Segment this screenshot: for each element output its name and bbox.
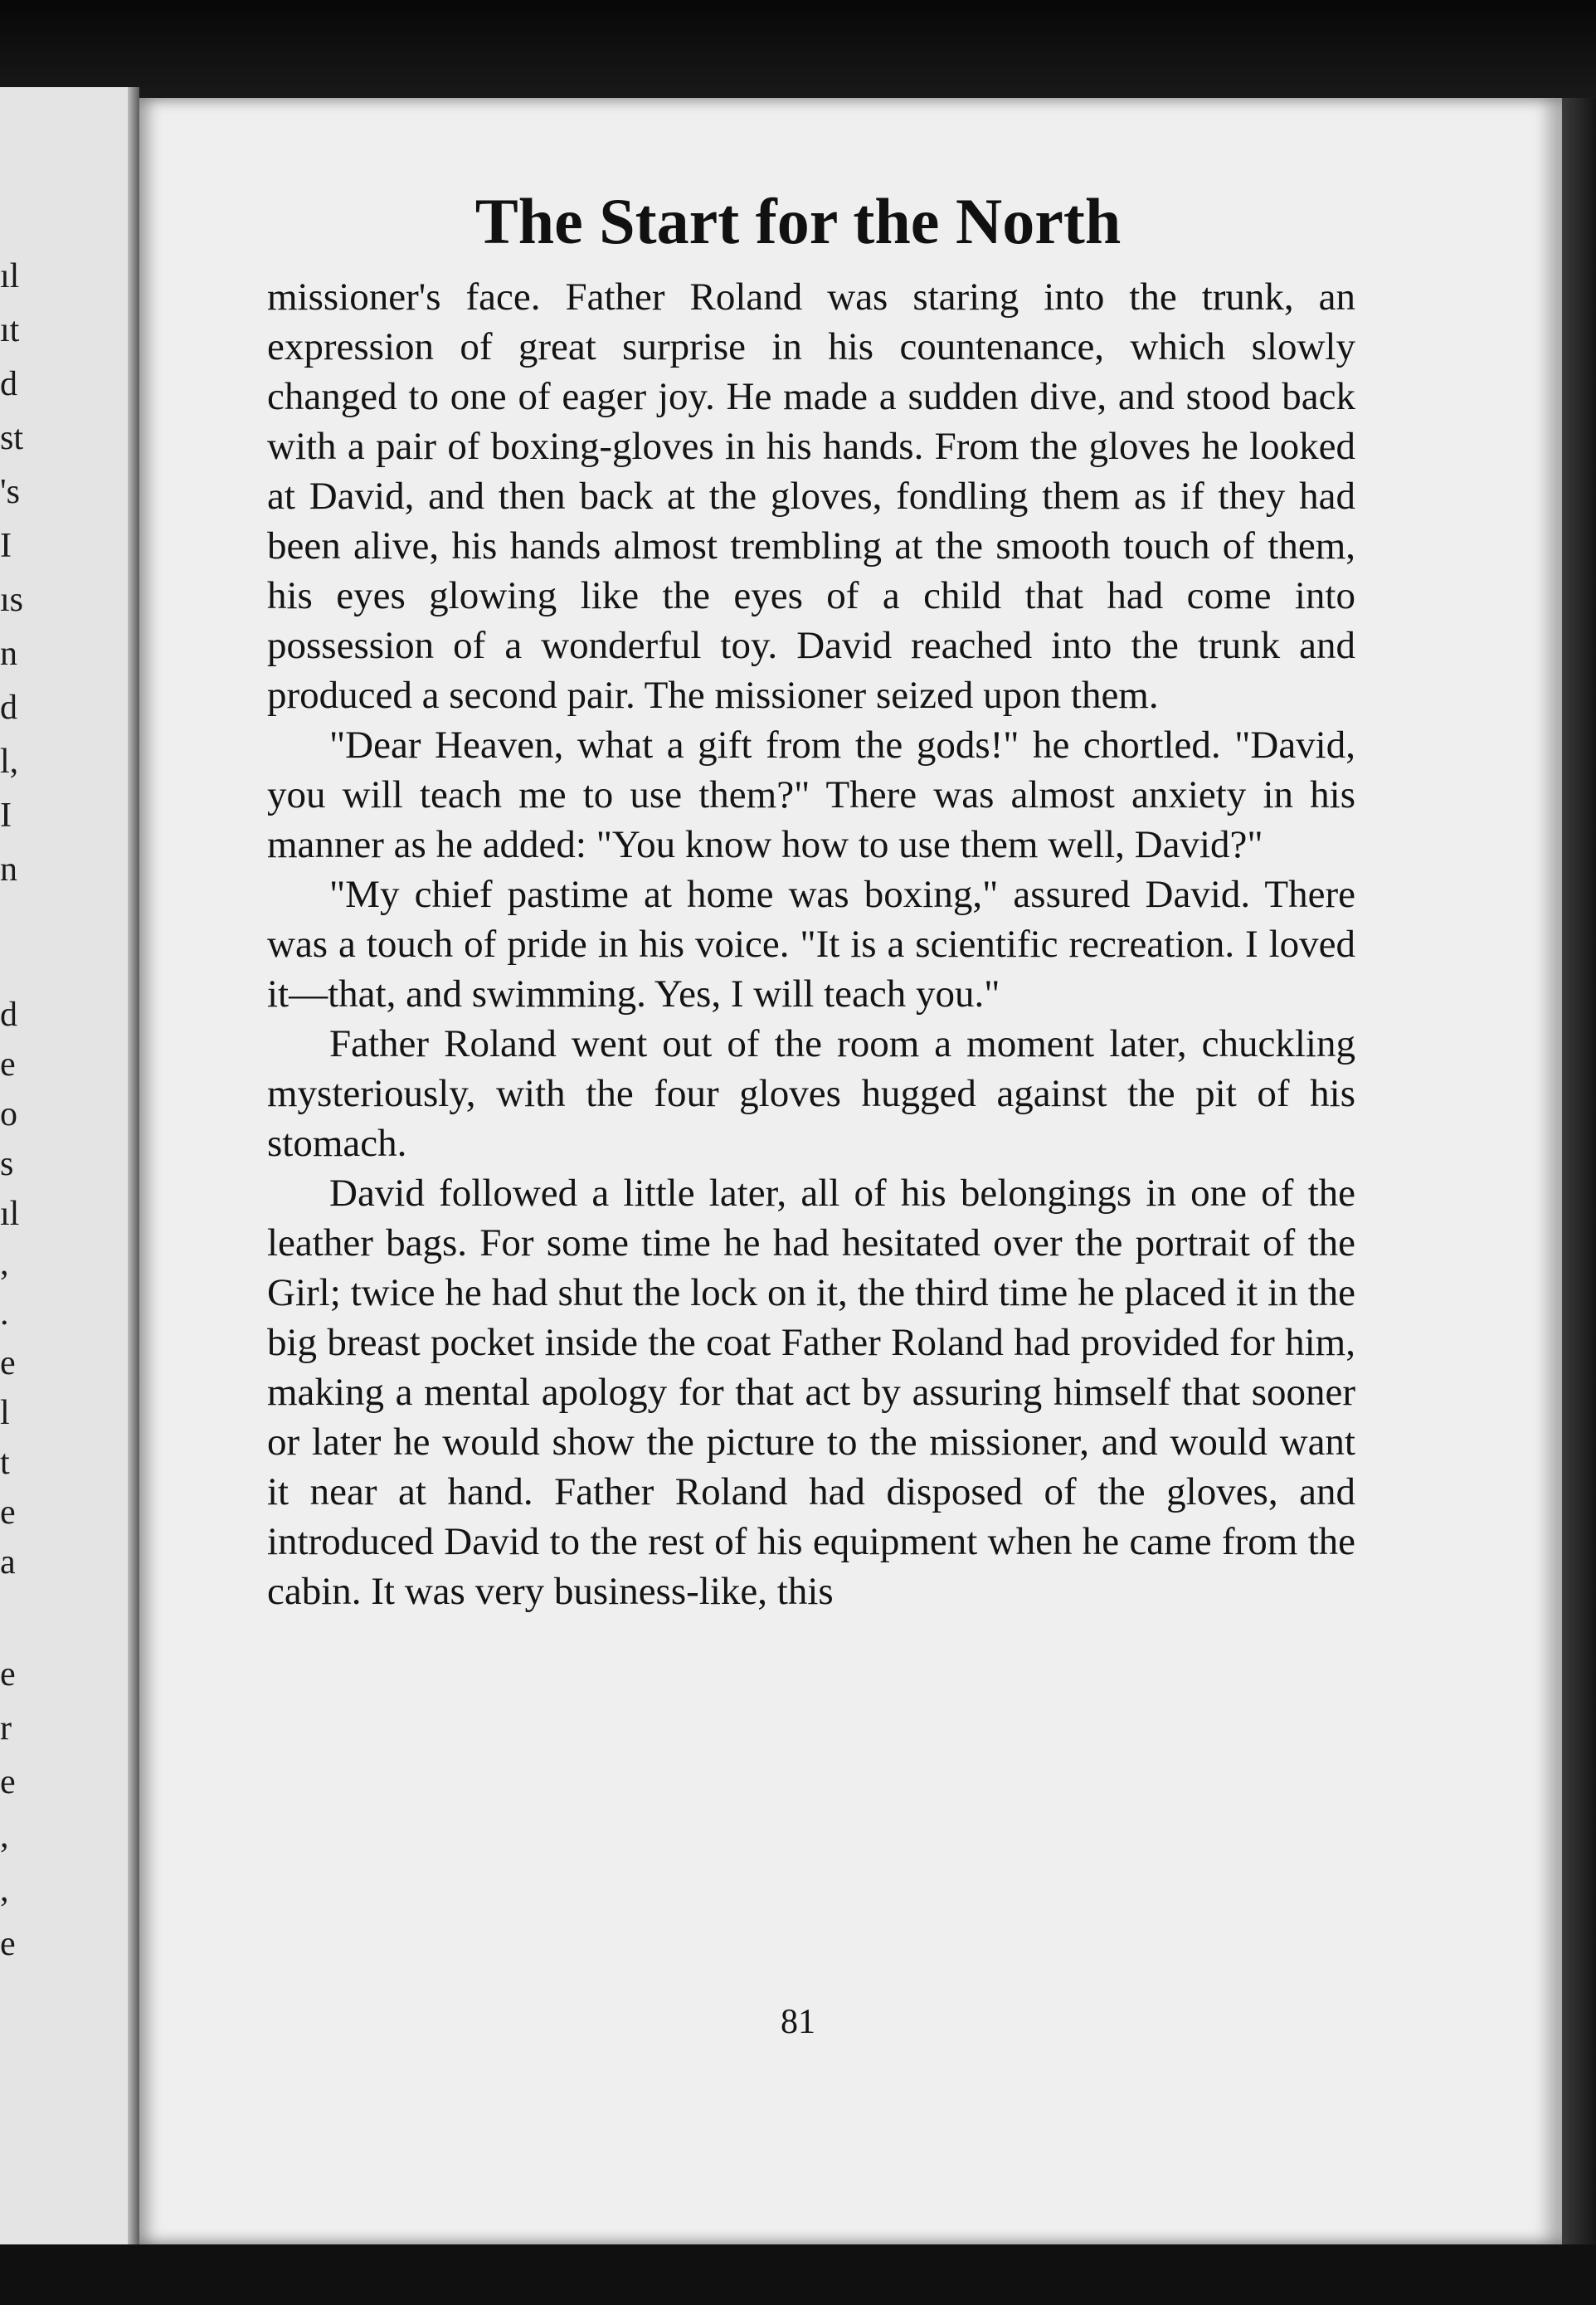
facing-page-fragment: e (0, 1045, 16, 1084)
facing-page-fragment: . (0, 1294, 9, 1333)
facing-page-fragment: I (0, 797, 12, 835)
paragraph: Father Roland went out of the room a moment later, chuckling mysteriously, with the four gloves hugged against the pit of his stomach. (267, 1022, 1355, 1165)
facing-page-fragment: e (0, 1344, 16, 1382)
scan-border-bottom (0, 2244, 1596, 2305)
facing-page-fragment: t (0, 1444, 10, 1482)
facing-page-fragment: 's (0, 473, 20, 511)
facing-page-fragment: e (0, 1494, 16, 1532)
facing-page-fragment: e (0, 1925, 16, 1963)
facing-page-fragment: e (0, 1655, 16, 1693)
facing-page-fragment: ıs (0, 581, 24, 619)
scan-border-top (0, 0, 1596, 104)
paragraph: missioner's face. Father Roland was staring into the trunk, an expression of great surprise in his countenance, which slowly changed to one of eager joy. He made a sudden dive, and stood back with a pair of boxing-gloves in his hands. From the gloves he looked at David, and then back at the gloves, fondling them as if they had been alive, his hands almost trembling at the smooth touch of them, his eyes glowing like the eyes of a child that had come into possession of a wonderful toy. David reached into the trunk and produced a second pair. The missioner seized upon them. (267, 275, 1355, 717)
facing-page-fragment: ıl (0, 257, 20, 295)
facing-page-fragment: l, (0, 743, 19, 781)
facing-page-fragment: , (0, 1245, 9, 1283)
facing-page-fragment: ıt (0, 311, 20, 349)
facing-page-edge (0, 87, 139, 2244)
facing-page-fragment: I (0, 527, 12, 565)
facing-page-fragment: s (0, 1145, 14, 1183)
facing-page-fragment: o (0, 1095, 17, 1133)
facing-page-fragment: e (0, 1763, 16, 1801)
page-body (267, 272, 1355, 1616)
facing-page-fragment: n (0, 850, 17, 889)
facing-page-fragment: r (0, 1709, 12, 1747)
running-head: The Start for the North (474, 185, 1122, 257)
facing-page-fragment: l (0, 1394, 10, 1432)
facing-page-fragment: d (0, 365, 17, 403)
facing-page-fragment: ıl (0, 1195, 20, 1233)
page-number: 81 (781, 2003, 815, 2041)
facing-page-fragment: d (0, 689, 17, 727)
paragraph: "Dear Heaven, what a gift from the gods!" he chortled. "David, you will teach me to use them?" There was almost anxiety in his manner as he added: "You know how to use them well, David?" (267, 724, 1355, 866)
scan-border-right (1562, 98, 1596, 2244)
facing-page-fragment: st (0, 419, 24, 457)
paragraph: "My chief pastime at home was boxing," assured David. There was a touch of pride in his voice. "It is a scientific recreation. I loved it—that, and swimming. Yes, I will teach you." (267, 873, 1355, 1016)
facing-page-fragment: , (0, 1871, 9, 1909)
facing-page-fragment: n (0, 635, 17, 673)
facing-page-fragment: , (0, 1817, 9, 1855)
paragraph: David followed a little later, all of his belongings in one of the leather bags. For some time he had hesitated over the portrait of the Girl; twice he had shut the lock on it, the third time he placed it in the big breast pocket inside the coat Father Roland had provided for him, making a mental apology for that act by assuring himself that sooner or later he would show the picture to the missioner, and would want it near at hand. Father Roland had disposed of the gloves, and introduced David to the rest of his equipment when he came from the cabin. It was very business-like, this (267, 1172, 1355, 1613)
book-spine-shadow (128, 87, 139, 2244)
facing-page-fragment: d (0, 996, 17, 1034)
facing-page-fragment: a (0, 1543, 16, 1581)
